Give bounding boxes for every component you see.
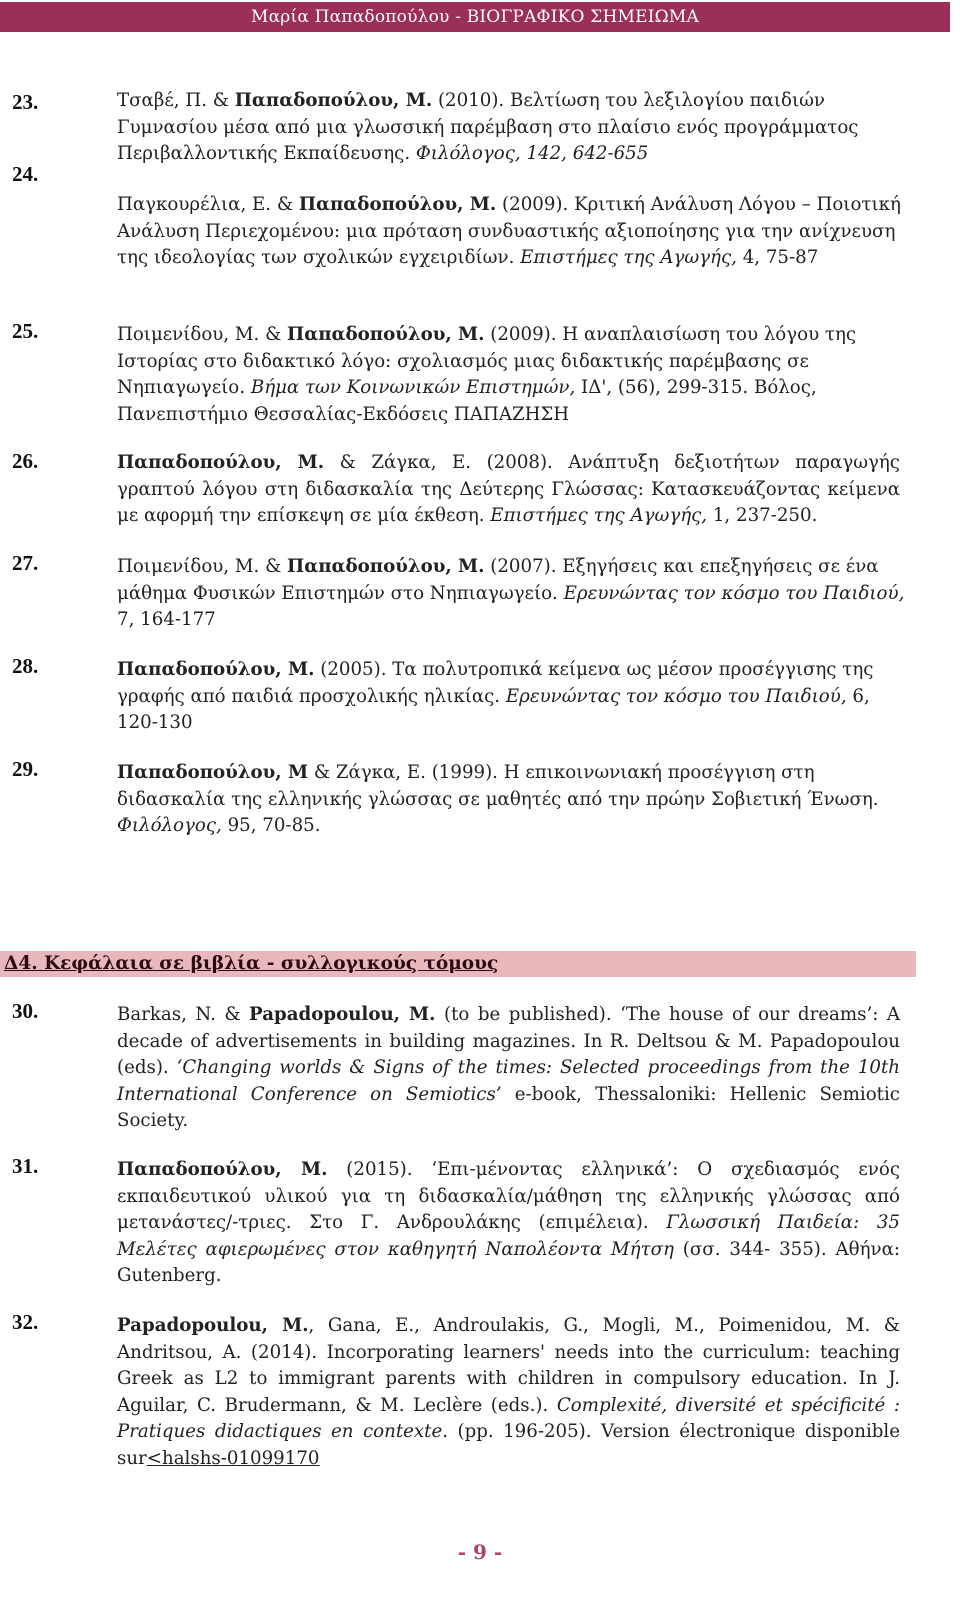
author-name: Papadopoulou, M. xyxy=(249,1004,436,1025)
author-name: Παπαδοπούλου, Μ. xyxy=(234,90,433,111)
text-run: Ποιμενίδου, Μ. & xyxy=(117,324,288,345)
text-run: (2007). Εξηγήσεις και επεξηγήσεις σε ένα μάθημα Φυσικών Επιστημών στο Νηπιαγωγείο. xyxy=(117,556,879,604)
entry-number: 28. xyxy=(12,654,39,678)
journal-title: Επιστήμες της Αγωγής, xyxy=(490,505,708,526)
entry-text xyxy=(117,192,907,272)
book-title: Complexité, diversité et spécificité : Pratiques didactiques en contexte. xyxy=(117,1394,900,1442)
entry-number: 26. xyxy=(12,449,39,473)
book-title: ‘Changing worlds & Signs of the times: Selected proceedings from the 10th International Conference on Semiotics’ xyxy=(117,1057,900,1105)
text-run: Τσαβέ, Π. & xyxy=(117,90,235,111)
author-name: Παπαδοπούλου, Μ. xyxy=(287,556,485,577)
journal-title: Ερευνώντας τον κόσμο του Παιδιού, xyxy=(563,582,905,604)
text-run: 642-655 xyxy=(572,143,649,164)
text-run: & Ζάγκα, Ε. (1999). Η επικοινωνιακή προσέγγιση στη διδασκαλία της ελληνικής γλώσσας σε μαθητές από την πρώην Σοβιετική Ένωση. xyxy=(117,762,879,810)
journal-title: Βήμα των Κοινωνικών Επιστημών, xyxy=(250,377,576,398)
text-run: 1, 237-250. xyxy=(707,505,818,526)
author-name: Παπαδοπούλου, Μ xyxy=(117,762,309,783)
entry-number: 25. xyxy=(12,319,39,343)
page-header xyxy=(0,2,950,32)
section-title: Δ4. Κεφάλαια σε βιβλία - συλλογικούς τόμους xyxy=(4,953,499,974)
entry-number: 29. xyxy=(12,757,39,781)
section-heading-band xyxy=(0,951,916,977)
entry-text xyxy=(117,322,907,428)
text-run: Ποιμενίδου, Μ. & xyxy=(117,556,288,577)
text-run: 95, 70-85. xyxy=(221,815,321,836)
text-run: (2005). Τα πολυτροπικά κείμενα ως μέσον προσέγγισης της γραφής από παιδιά προσχολικής ηλικίας. xyxy=(117,659,874,707)
text-run: 4, 75-87 xyxy=(736,247,819,268)
book-title: Γλωσσική Παιδεία: 35 Μελέτες αφιερωμένες στον καθηγητή Ναπολέοντα Μήτση xyxy=(117,1212,900,1260)
entry-number: 27. xyxy=(12,551,39,575)
text-run: Παγκουρέλια, Ε. & xyxy=(117,194,299,215)
text-run: & Ζάγκα, Ε. (2008). Ανάπτυξη δεξιοτήτων παραγωγής γραπτού λόγου στη διδασκαλία της Δεύτερης Γλώσσας: Κατασκευάζοντας κείμενα με αφορμή την επίσκεψη σε μία έκθεση. xyxy=(117,452,900,526)
author-name: Παπαδοπούλου, Μ. xyxy=(117,452,325,473)
text-run: (to be published). ‘The house of our dreams’: A decade of advertisements in building magazines. In R. Deltsou & M. Papadopoulou (eds). xyxy=(117,1004,900,1078)
author-name: Παπαδοπούλου, Μ. xyxy=(298,194,497,215)
journal-title: Φιλόλογος, xyxy=(117,815,222,836)
entry-number: 31. xyxy=(12,1154,39,1178)
entry-text xyxy=(117,1157,900,1290)
header-title: Μαρία Παπαδοπούλου - ΒΙΟΓΡΑΦΙΚΟ ΣΗΜΕΙΩΜΑ xyxy=(251,7,699,27)
page-number: - 9 - xyxy=(457,1540,503,1564)
text-run: (2010). Βελτίωση του λεξιλογίου παιδιών Γυμνασίου μέσα από μια γλωσσική παρέμβαση στο πλαίσιο ενός προγράμματος Περιβαλλοντικής Εκπαίδευσης. xyxy=(117,90,859,164)
entry-number: 23. xyxy=(12,90,39,114)
text-run: (σσ. 344- 355). Αθήνα: Gutenberg. xyxy=(117,1238,900,1286)
text-run: e-book, Thessaloniki: Hellenic Semiotic Society. xyxy=(117,1083,900,1131)
entry-text xyxy=(117,760,907,840)
text-run: 7, 164-177 xyxy=(117,609,216,630)
entry-text xyxy=(117,657,907,737)
entry-text xyxy=(117,450,900,530)
text-run: (2009). Η αναπλαισίωση του λόγου της Ιστορίας στο διδακτικό λόγο: σχολιασμός μιας διδακτικής παρέμβασης σε Νηπιαγωγείο. xyxy=(117,324,857,398)
text-run: , Gana, E., Androulakis, G., Mogli, M., Poimenidou, M. & Andritsou, A. (2014). Incorporating learners' needs into the curriculum: teaching Greek as L2 to immigrant parents with children in compulsory education. In J. Aguilar, C. Brudermann, & M. Leclère (eds.). xyxy=(117,1315,900,1416)
text-run: (2009). Κριτική Ανάλυση Λόγου – Ποιοτική Ανάλυση Περιεχομένου: μια πρόταση συνδυαστικής αξιοποίησης για την ανίχνευση της ιδεολογίας των σχολικών εγχειριδίων. xyxy=(117,194,901,268)
hal-link[interactable]: <halshs-01099170 xyxy=(146,1447,320,1469)
author-name: Papadopoulou, M. xyxy=(117,1315,309,1336)
text-run: (pp. 196-205). Version électronique disponible sur xyxy=(117,1421,900,1469)
text-run: Barkas, N. & xyxy=(117,1004,250,1025)
text-run: 6, 120-130 xyxy=(117,685,870,733)
journal-title: Επιστήμες της Αγωγής, xyxy=(520,247,737,268)
text-run: ΙΔ', (56), 299-315. Βόλος, Πανεπιστήμιο Θεσσαλίας-Εκδόσεις ΠΑΠΑΖΗΣΗ xyxy=(117,377,817,425)
journal-title: Φιλόλογος xyxy=(415,143,515,164)
author-name: Παπαδοπούλου, Μ. xyxy=(287,324,485,345)
author-name: Παπαδοπούλου, Μ. xyxy=(117,1159,328,1180)
entry-number: 32. xyxy=(12,1310,39,1334)
journal-title: Ερευνώντας τον κόσμο του Παιδιού, xyxy=(505,685,847,707)
author-name: Παπαδοπούλου, Μ. xyxy=(117,659,315,680)
entry-text xyxy=(117,1313,900,1472)
text-run: , 142, xyxy=(514,143,573,164)
entry-number: 24. xyxy=(12,162,39,186)
text-run: (2015). ‘Επι-μένοντας ελληνικά’: Ο σχεδιασμός ενός εκπαιδευτικού υλικού για τη διδασκαλία/μάθηση της ελληνικής γλώσσας από μετανάστες/-τριες. Στο Γ. Ανδρουλάκης (επιμέλεια). xyxy=(117,1159,901,1233)
entry-number: 30. xyxy=(12,999,39,1023)
entry-text xyxy=(117,1002,900,1135)
entry-text xyxy=(117,88,907,168)
entry-text xyxy=(117,554,907,634)
